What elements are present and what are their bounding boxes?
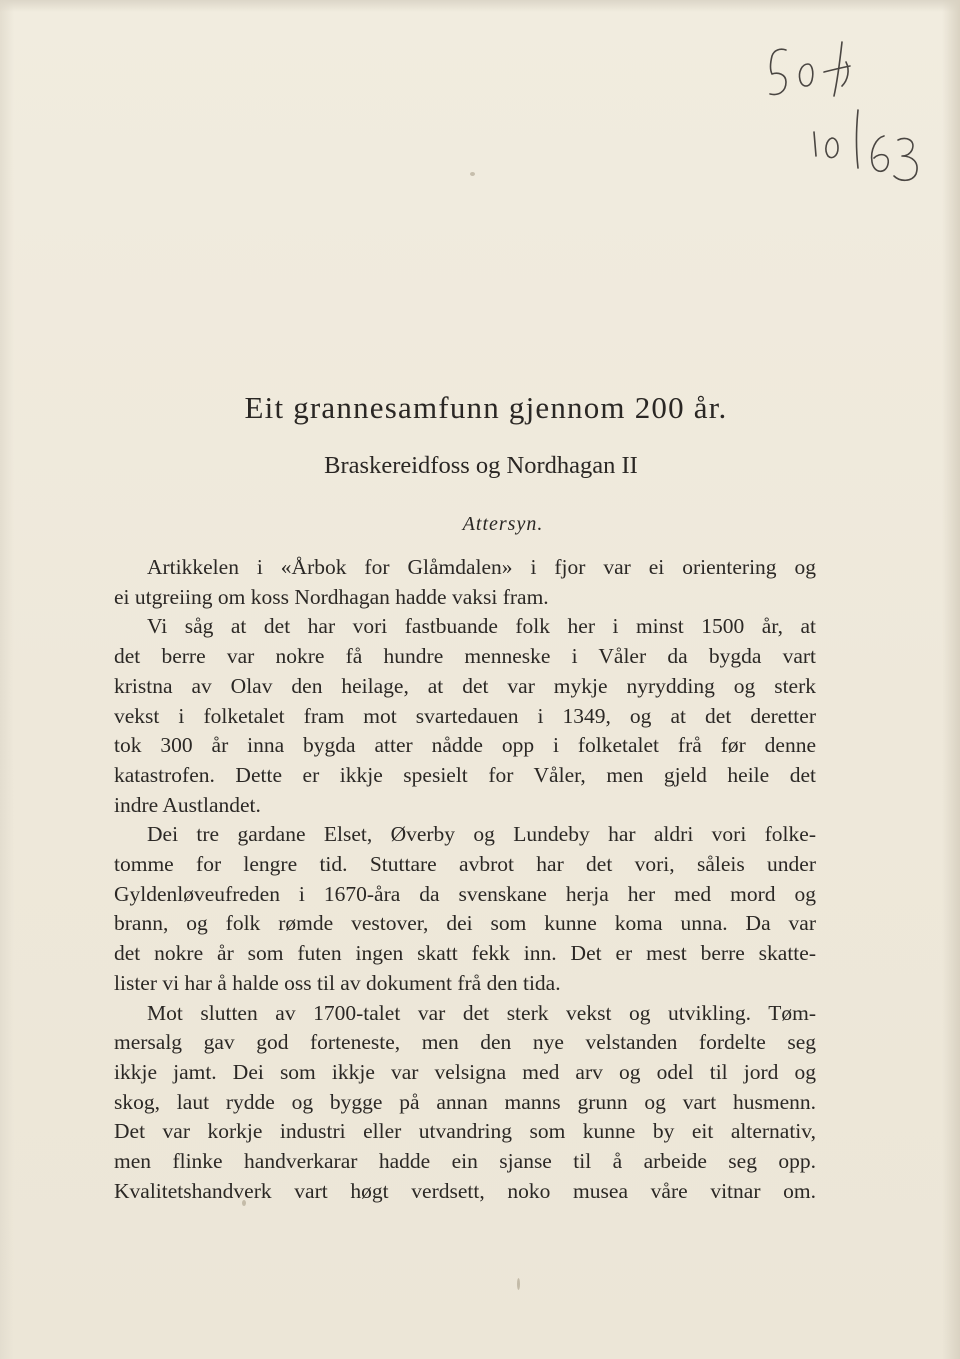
text-line: Kvalitetshandverk vart høgt verdsett, noko musea våre vitnar om. bbox=[114, 1178, 816, 1203]
paragraph bbox=[114, 999, 816, 1207]
text-line: tomme for lengre tid. Stuttare avbrot har det vori, såleis under bbox=[114, 852, 816, 877]
text-line: lister vi har å halde oss til av dokument frå den tida. bbox=[114, 970, 561, 995]
text-line: katastrofen. Dette er ikkje spesielt for Våler, men gjeld heile det bbox=[114, 762, 816, 787]
paper-spot bbox=[517, 1278, 520, 1290]
handwritten-note-drawing bbox=[752, 38, 942, 198]
text-line: men flinke handverkarar hadde ein sjanse til å arbeide seg opp. bbox=[114, 1149, 816, 1174]
paper-spot bbox=[242, 1200, 246, 1206]
text-line: det nokre år som futen ingen skatt fekk inn. Det er mest berre skatte- bbox=[114, 941, 816, 966]
text-line: mersalg gav god forteneste, men den nye velstanden fordelte seg bbox=[114, 1030, 816, 1055]
paragraph bbox=[114, 820, 816, 998]
text-line: brann, og folk rømde vestover, dei som kunne koma unna. Da var bbox=[114, 911, 816, 936]
text-line: Mot slutten av 1700-talet var det sterk vekst og utvikling. Tøm- bbox=[147, 1000, 816, 1025]
text-line: kristna av Olav den heilage, at det var mykje nyrydding og sterk bbox=[114, 673, 816, 698]
text-line: ikkje jamt. Dei som ikkje var velsigna med arv og odel til jord og bbox=[114, 1059, 816, 1084]
text-line: indre Austlandet. bbox=[114, 792, 261, 817]
page-top-edge bbox=[0, 0, 960, 12]
section-heading: Attersyn. bbox=[462, 513, 544, 535]
text-line: Artikkelen i «Årbok for Glåmdalen» i fjor var ei orientering og bbox=[147, 555, 816, 579]
text-line: vekst i folketalet fram mot svartedauen i 1349, og at det deretter bbox=[114, 703, 816, 728]
handwritten-note bbox=[752, 38, 942, 198]
paragraph bbox=[114, 553, 816, 612]
text-line: tok 300 år inna bygda atter nådde opp i folketalet frå før denne bbox=[114, 733, 816, 758]
article-title: Eit grannesamfunn gjennom 200 år. bbox=[244, 390, 728, 425]
article-body bbox=[114, 553, 816, 1206]
text-line: skog, laut rydde og bygge på annan manns grunn og vart husmenn. bbox=[114, 1089, 816, 1114]
text-line: Gyldenløveufreden i 1670-åra da svenskane herja her med mord og bbox=[114, 881, 816, 906]
paragraph bbox=[114, 612, 816, 820]
article-subtitle: Braskereidfoss og Nordhagan II bbox=[324, 452, 638, 479]
text-line: det berre var nokre få hundre menneske i Våler da bygda vart bbox=[114, 644, 816, 669]
text-line: ei utgreiing om koss Nordhagan hadde vaksi fram. bbox=[114, 584, 549, 609]
paper-spot bbox=[470, 172, 475, 176]
text-line: Det var korkje industri eller utvandring som kunne by eit alternativ, bbox=[114, 1119, 816, 1144]
text-line: Vi såg at det har vori fastbuande folk her i minst 1500 år, at bbox=[147, 614, 816, 639]
text-line: Dei tre gardane Elset, Øverby og Lundeby har aldri vori folke- bbox=[147, 822, 816, 847]
